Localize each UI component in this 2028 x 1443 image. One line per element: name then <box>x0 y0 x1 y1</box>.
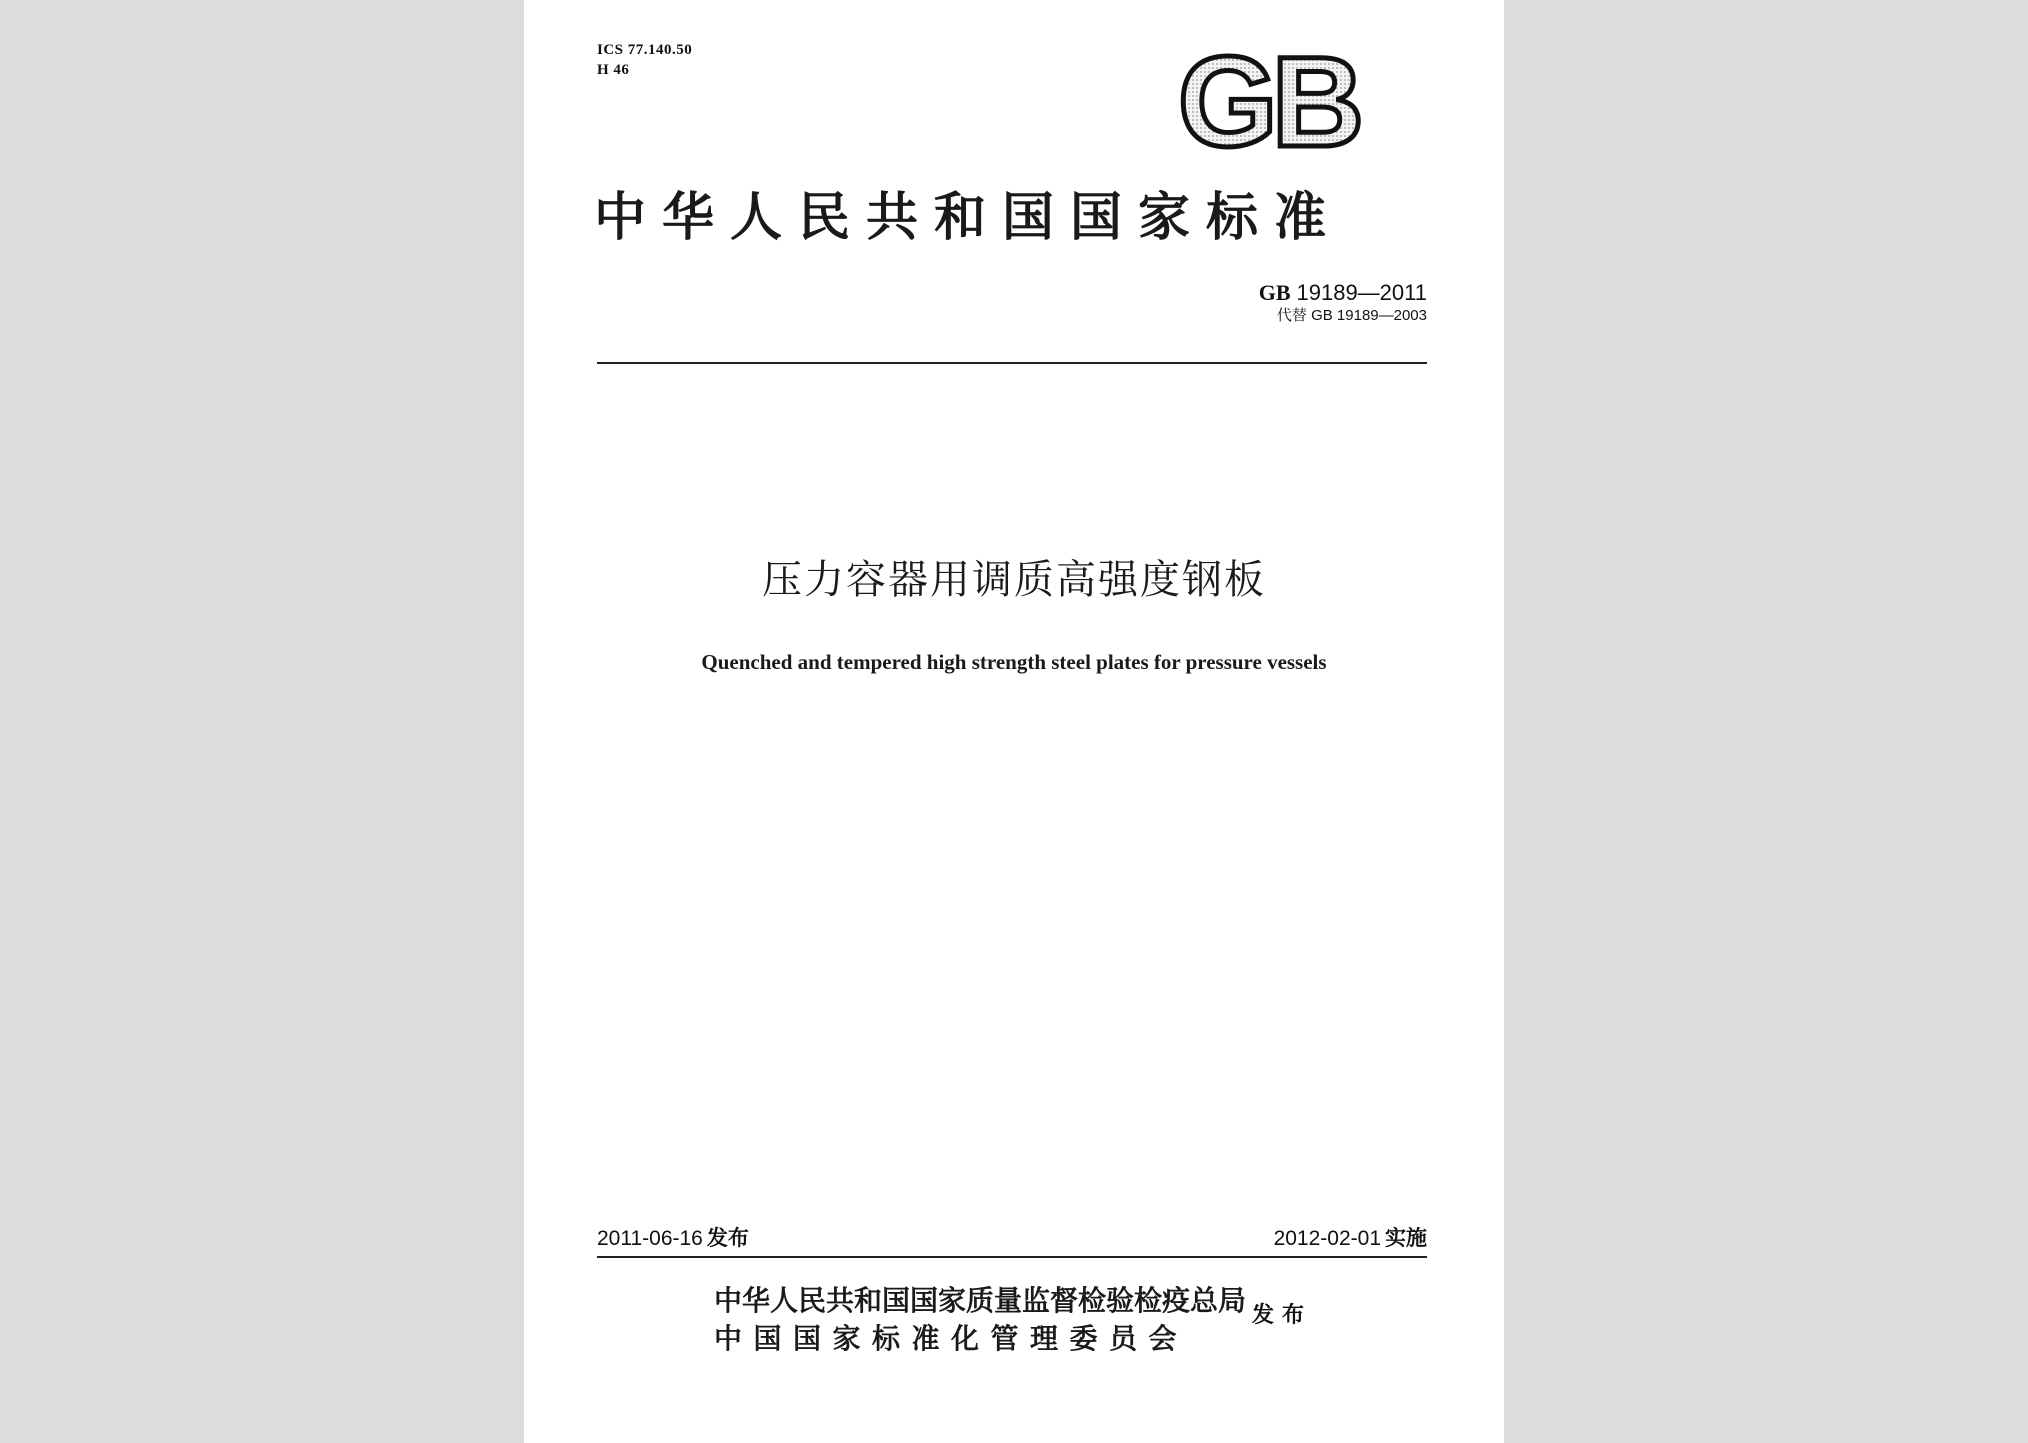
issuer-aqsiq: 中华人民共和国国家质量监督检验检疫总局 <box>714 1284 1247 1317</box>
national-standard-title: 中华人民共和国国家标准 <box>594 188 1343 248</box>
implement-date: 2012-02-01 <box>1273 1227 1381 1250</box>
gb-logo-icon <box>1167 50 1369 160</box>
classification-codes <box>597 40 692 80</box>
standard-number-value: 19189—2011 <box>1296 280 1427 305</box>
publish-label: 发布 <box>706 1226 749 1250</box>
document-title-zh: 压力容器用调质高强度钢板 <box>762 557 1266 603</box>
ics-code: ICS 77.140.50 <box>597 42 693 58</box>
document-title-en: Quenched and tempered high strength steel plates for pressure vessels <box>701 650 1327 674</box>
issue-action: 发布 <box>1252 1303 1313 1328</box>
replaces-standard: 代替 GB 19189—2003 <box>1276 307 1427 324</box>
ccs-code: H 46 <box>597 62 630 78</box>
standard-number <box>1259 280 1427 306</box>
issuer-sac: 中国国家标准化管理委员会 <box>714 1322 1189 1355</box>
standard-prefix: GB <box>1258 280 1291 305</box>
header-divider <box>597 362 1427 364</box>
issuing-authorities <box>714 1282 1246 1358</box>
publish-date: 2011-06-16 <box>597 1227 703 1250</box>
publish-date-row <box>597 1224 749 1253</box>
footer-divider <box>597 1256 1427 1258</box>
document-page <box>524 0 1504 1443</box>
gb-logo-text: GB <box>1178 50 1358 160</box>
implement-label: 实施 <box>1385 1226 1427 1250</box>
standard-number-block <box>1259 280 1427 326</box>
implement-date-row <box>1274 1224 1427 1253</box>
